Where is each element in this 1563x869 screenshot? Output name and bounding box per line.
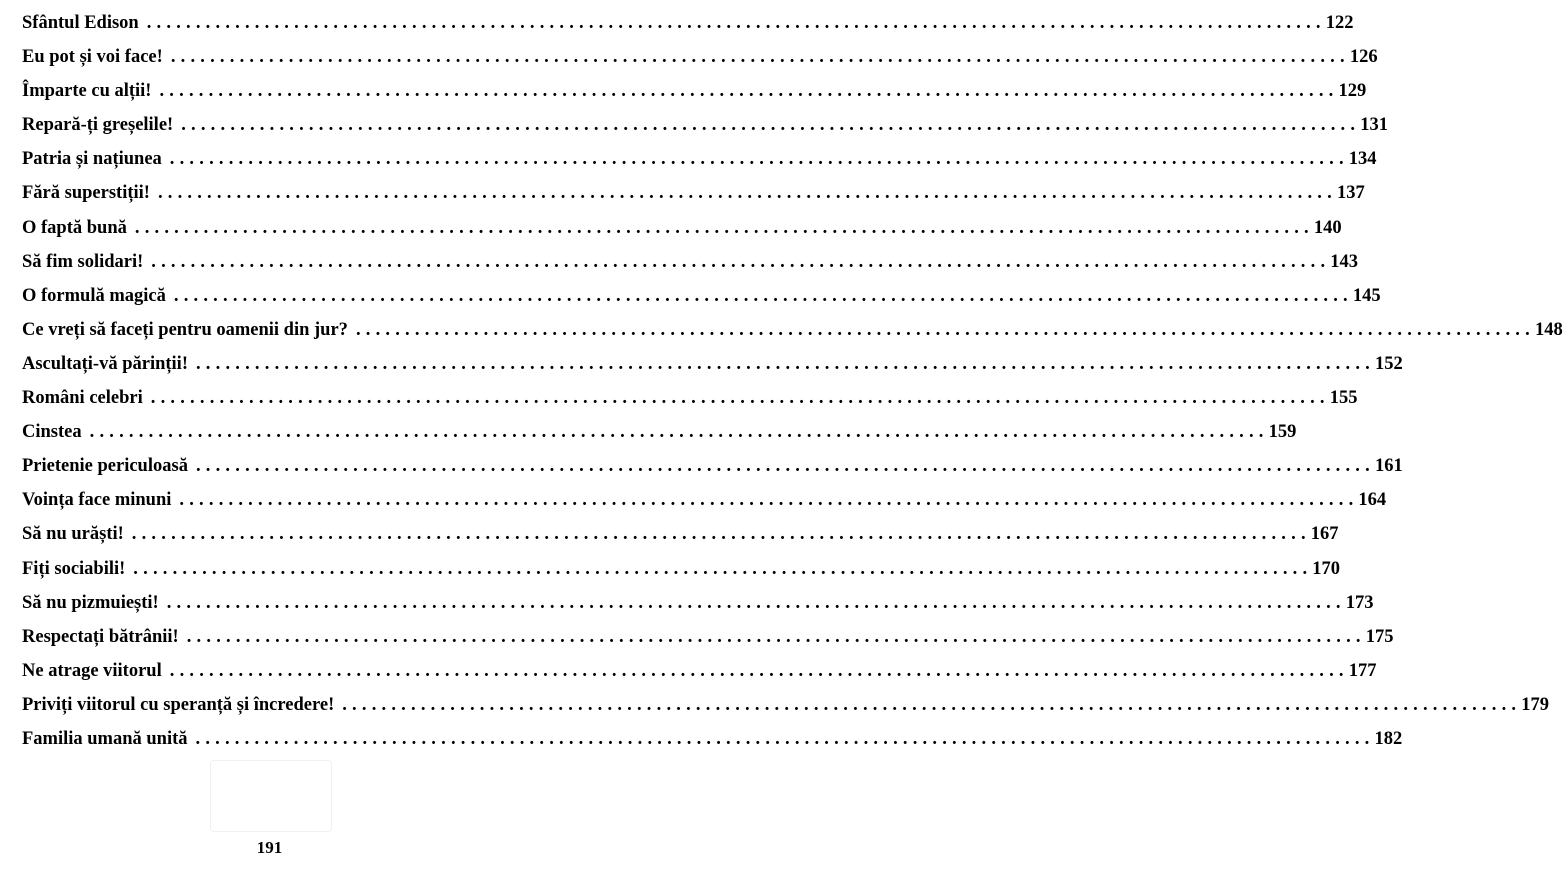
toc-entry-page: 175	[1365, 626, 1394, 647]
toc-entry-page: 152	[1374, 353, 1403, 374]
toc-dot-leader: ........................................................................................................................	[355, 319, 1535, 340]
toc-entry	[22, 694, 1549, 730]
toc-entry	[22, 47, 1378, 82]
toc-entry	[22, 251, 1359, 287]
toc-dot-leader: ........................................................................................................................	[169, 149, 1349, 170]
toc-entry	[22, 353, 1403, 389]
toc-dot-leader: ........................................................................................................................	[181, 115, 1361, 136]
toc-dot-leader: ........................................................................................................................	[170, 47, 1350, 68]
toc-entry-page: 140	[1313, 217, 1342, 238]
toc-dot-leader: ........................................................................................................................	[151, 251, 1331, 272]
toc-entry	[22, 13, 1354, 48]
toc-entry	[22, 456, 1403, 491]
toc-entry	[22, 149, 1377, 184]
toc-entry	[22, 115, 1388, 150]
toc-entry-title: Cinstea	[22, 422, 82, 443]
toc-entry-title: Sfântul Edison	[22, 13, 139, 33]
toc-entry-title: Fiți sociabili!	[22, 558, 126, 579]
toc-entry-page: 145	[1352, 285, 1381, 306]
toc-dot-leader: ........................................................................................................................	[133, 558, 1313, 579]
toc-dot-leader: ........................................................................................................................	[195, 456, 1375, 477]
toc-entry	[22, 490, 1387, 525]
toc-entry	[22, 422, 1297, 457]
toc-entry-page: 164	[1358, 490, 1387, 511]
toc-entry	[22, 524, 1339, 559]
toc-entry-page: 126	[1349, 47, 1378, 68]
toc-entry-title: Eu pot și voi face!	[22, 47, 163, 68]
toc-entry-page: 161	[1374, 456, 1403, 477]
toc-entry	[22, 388, 1358, 423]
toc-entry-page: 167	[1310, 524, 1339, 545]
toc-entry-title: Români celebri	[22, 388, 143, 409]
toc-entry-title: Voința face minuni	[22, 490, 172, 511]
toc-dot-leader: ........................................................................................................................	[134, 217, 1314, 238]
toc-entry	[22, 558, 1341, 594]
toc-entry-page: 137	[1336, 183, 1365, 204]
toc-dot-leader: ........................................................................................................................	[159, 81, 1339, 102]
toc-entry-title: Respectați bătrânii!	[22, 626, 179, 647]
toc-dot-leader: ........................................................................................................................	[173, 285, 1353, 306]
toc-entry-title: O formulă magică	[22, 285, 166, 306]
toc-entry-title: Să nu urăști!	[22, 524, 124, 545]
toc-entry-title: O faptă bună	[22, 217, 127, 238]
toc-entry-title: Ne atrage viitorul	[22, 660, 162, 681]
toc-dot-leader: ........................................................................................................................	[342, 694, 1522, 715]
toc-entry-title: Să nu pizmuiești!	[22, 592, 159, 613]
toc-entry-page: 177	[1348, 660, 1377, 681]
toc-entry-page: 129	[1338, 81, 1367, 102]
toc-entry-page: 179	[1521, 694, 1549, 715]
toc-entry	[22, 285, 1381, 321]
toc-dot-leader: ........................................................................................................................	[150, 388, 1330, 409]
toc-dot-leader: ........................................................................................................................	[179, 490, 1359, 511]
toc-entry	[22, 728, 1403, 764]
bleed-through-logo	[210, 760, 332, 832]
toc-entry	[22, 660, 1377, 696]
toc-entry-page: 143	[1330, 251, 1359, 272]
toc-entry-title: Fără superstiții!	[22, 183, 150, 204]
toc-entry-title: Ascultați-vă părinții!	[22, 353, 188, 374]
toc-entry-page: 148	[1534, 319, 1563, 340]
toc-entry-title: Patria și națiunea	[22, 149, 162, 170]
toc-entry-page: 134	[1348, 149, 1377, 170]
toc-dot-leader: ........................................................................................................................	[89, 422, 1269, 443]
toc-dot-leader: ........................................................................................................................	[146, 13, 1326, 33]
toc-entry	[22, 81, 1367, 116]
page-number: 191	[256, 838, 283, 857]
toc-entry	[22, 217, 1342, 253]
toc-entry	[22, 319, 1563, 355]
toc-entry-page: 173	[1345, 592, 1374, 613]
toc-entry-title: Împarte cu alții!	[22, 81, 152, 102]
toc-entry-page: 170	[1312, 558, 1341, 579]
toc-entry	[22, 592, 1374, 628]
toc-entry-page: 155	[1329, 388, 1358, 409]
toc-dot-leader: ........................................................................................................................	[157, 183, 1337, 204]
toc-entry-title: Priviți viitorul cu speranță și încredere!	[22, 694, 335, 715]
toc-entry-page: 122	[1325, 13, 1354, 33]
toc-dot-leader: ........................................................................................................................	[186, 626, 1366, 647]
toc-dot-leader: ........................................................................................................................	[195, 353, 1375, 374]
toc-entry-title: Familia umană unită	[22, 728, 188, 749]
toc-dot-leader: ........................................................................................................................	[166, 592, 1346, 613]
toc-entry-title: Ce vreți să faceți pentru oamenii din jur?	[22, 319, 348, 340]
toc-entry-title: Repară-ți greșelile!	[22, 115, 174, 136]
toc-entry	[22, 626, 1394, 662]
toc-entry-page: 182	[1374, 728, 1403, 749]
table-of-contents	[22, 13, 1563, 764]
toc-entry	[22, 183, 1365, 218]
toc-entry-page: 131	[1360, 115, 1388, 136]
toc-entry-title: Prietenie periculoasă	[22, 456, 188, 477]
toc-dot-leader: ........................................................................................................................	[195, 728, 1375, 749]
toc-dot-leader: ........................................................................................................................	[131, 524, 1311, 545]
toc-entry-page: 159	[1268, 422, 1297, 443]
toc-entry-title: Să fim solidari!	[22, 251, 144, 272]
toc-dot-leader: ........................................................................................................................	[169, 660, 1349, 681]
